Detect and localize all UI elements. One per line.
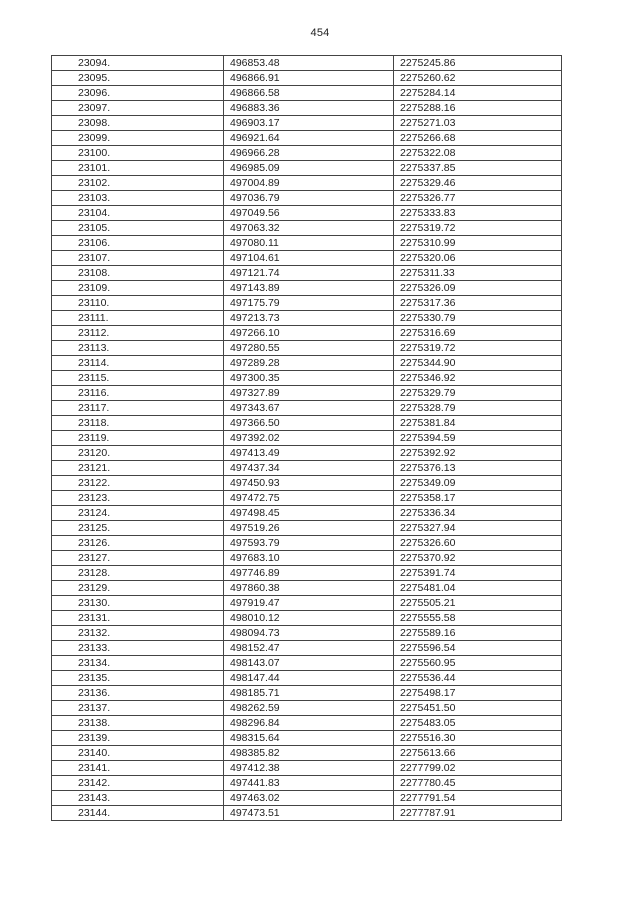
y-coordinate-cell: 2275245.86 [394, 56, 562, 71]
point-id-cell: 23116. [52, 386, 224, 401]
table-row [52, 476, 562, 491]
table-row [52, 551, 562, 566]
point-id-cell: 23126. [52, 536, 224, 551]
x-coordinate-cell: 497213.73 [224, 311, 394, 326]
table-row [52, 446, 562, 461]
table-row [52, 521, 562, 536]
point-id-cell: 23106. [52, 236, 224, 251]
y-coordinate-cell: 2275555.58 [394, 611, 562, 626]
table-row [52, 416, 562, 431]
point-id-cell: 23104. [52, 206, 224, 221]
y-coordinate-cell: 2275505.21 [394, 596, 562, 611]
point-id-cell: 23112. [52, 326, 224, 341]
y-coordinate-cell: 2275329.79 [394, 386, 562, 401]
point-id-cell: 23137. [52, 701, 224, 716]
x-coordinate-cell: 496883.36 [224, 101, 394, 116]
y-coordinate-cell: 2275329.46 [394, 176, 562, 191]
x-coordinate-cell: 497472.75 [224, 491, 394, 506]
y-coordinate-cell: 2275322.08 [394, 146, 562, 161]
x-coordinate-cell: 497683.10 [224, 551, 394, 566]
page-number: 454 [310, 27, 330, 39]
point-id-cell: 23141. [52, 761, 224, 776]
x-coordinate-cell: 497049.56 [224, 206, 394, 221]
x-coordinate-cell: 497473.51 [224, 806, 394, 821]
y-coordinate-cell: 2275284.14 [394, 86, 562, 101]
point-id-cell: 23135. [52, 671, 224, 686]
y-coordinate-cell: 2275451.50 [394, 701, 562, 716]
table-row [52, 716, 562, 731]
x-coordinate-cell: 498262.59 [224, 701, 394, 716]
x-coordinate-cell: 496853.48 [224, 56, 394, 71]
table-row [52, 371, 562, 386]
y-coordinate-cell: 2277799.02 [394, 761, 562, 776]
table-row [52, 701, 562, 716]
x-coordinate-cell: 497300.35 [224, 371, 394, 386]
x-coordinate-cell: 497080.11 [224, 236, 394, 251]
x-coordinate-cell: 498010.12 [224, 611, 394, 626]
point-id-cell: 23099. [52, 131, 224, 146]
y-coordinate-cell: 2275394.59 [394, 431, 562, 446]
y-coordinate-cell: 2275483.05 [394, 716, 562, 731]
table-row [52, 56, 562, 71]
x-coordinate-cell: 497175.79 [224, 296, 394, 311]
x-coordinate-cell: 497289.28 [224, 356, 394, 371]
table-row [52, 641, 562, 656]
y-coordinate-cell: 2275589.16 [394, 626, 562, 641]
x-coordinate-cell: 497104.61 [224, 251, 394, 266]
x-coordinate-cell: 498143.07 [224, 656, 394, 671]
point-id-cell: 23127. [52, 551, 224, 566]
point-id-cell: 23115. [52, 371, 224, 386]
x-coordinate-cell: 498152.47 [224, 641, 394, 656]
point-id-cell: 23098. [52, 116, 224, 131]
point-id-cell: 23108. [52, 266, 224, 281]
y-coordinate-cell: 2275327.94 [394, 521, 562, 536]
y-coordinate-cell: 2275358.17 [394, 491, 562, 506]
point-id-cell: 23118. [52, 416, 224, 431]
table-row [52, 191, 562, 206]
x-coordinate-cell: 498147.44 [224, 671, 394, 686]
point-id-cell: 23129. [52, 581, 224, 596]
point-id-cell: 23121. [52, 461, 224, 476]
y-coordinate-cell: 2275328.79 [394, 401, 562, 416]
y-coordinate-cell: 2275349.09 [394, 476, 562, 491]
x-coordinate-cell: 497063.32 [224, 221, 394, 236]
point-id-cell: 23142. [52, 776, 224, 791]
table-row [52, 176, 562, 191]
point-id-cell: 23128. [52, 566, 224, 581]
table-row [52, 251, 562, 266]
y-coordinate-cell: 2277791.54 [394, 791, 562, 806]
table-row [52, 356, 562, 371]
y-coordinate-cell: 2275481.04 [394, 581, 562, 596]
table-row [52, 86, 562, 101]
y-coordinate-cell: 2275498.17 [394, 686, 562, 701]
table-row [52, 341, 562, 356]
y-coordinate-cell: 2275337.85 [394, 161, 562, 176]
table-row [52, 161, 562, 176]
table-row [52, 536, 562, 551]
table-row [52, 686, 562, 701]
x-coordinate-cell: 496866.91 [224, 71, 394, 86]
y-coordinate-cell: 2275326.77 [394, 191, 562, 206]
x-coordinate-cell: 497463.02 [224, 791, 394, 806]
x-coordinate-cell: 497366.50 [224, 416, 394, 431]
y-coordinate-cell: 2277787.91 [394, 806, 562, 821]
y-coordinate-cell: 2275370.92 [394, 551, 562, 566]
table-row [52, 581, 562, 596]
x-coordinate-cell: 497036.79 [224, 191, 394, 206]
x-coordinate-cell: 497004.89 [224, 176, 394, 191]
point-id-cell: 23097. [52, 101, 224, 116]
x-coordinate-cell: 497919.47 [224, 596, 394, 611]
table-row [52, 101, 562, 116]
table-row [52, 746, 562, 761]
table-row [52, 206, 562, 221]
x-coordinate-cell: 497280.55 [224, 341, 394, 356]
table-row [52, 626, 562, 641]
y-coordinate-cell: 2275376.13 [394, 461, 562, 476]
table-row [52, 131, 562, 146]
table-row [52, 386, 562, 401]
point-id-cell: 23131. [52, 611, 224, 626]
y-coordinate-cell: 2275333.83 [394, 206, 562, 221]
x-coordinate-cell: 497143.89 [224, 281, 394, 296]
table-row [52, 116, 562, 131]
table-row [52, 656, 562, 671]
table-row [52, 266, 562, 281]
x-coordinate-cell: 497437.34 [224, 461, 394, 476]
point-id-cell: 23125. [52, 521, 224, 536]
table-row [52, 236, 562, 251]
point-id-cell: 23123. [52, 491, 224, 506]
x-coordinate-cell: 497498.45 [224, 506, 394, 521]
table-row [52, 431, 562, 446]
y-coordinate-cell: 2275326.09 [394, 281, 562, 296]
point-id-cell: 23101. [52, 161, 224, 176]
point-id-cell: 23107. [52, 251, 224, 266]
table-row [52, 296, 562, 311]
x-coordinate-cell: 497519.26 [224, 521, 394, 536]
table-row [52, 281, 562, 296]
x-coordinate-cell: 498296.84 [224, 716, 394, 731]
table-row [52, 776, 562, 791]
x-coordinate-cell: 497412.38 [224, 761, 394, 776]
x-coordinate-cell: 498094.73 [224, 626, 394, 641]
x-coordinate-cell: 497441.83 [224, 776, 394, 791]
x-coordinate-cell: 496985.09 [224, 161, 394, 176]
table-row [52, 566, 562, 581]
table-row [52, 311, 562, 326]
y-coordinate-cell: 2275317.36 [394, 296, 562, 311]
table-row [52, 806, 562, 821]
x-coordinate-cell: 497860.38 [224, 581, 394, 596]
point-id-cell: 23136. [52, 686, 224, 701]
point-id-cell: 23114. [52, 356, 224, 371]
table-row [52, 401, 562, 416]
point-id-cell: 23138. [52, 716, 224, 731]
point-id-cell: 23124. [52, 506, 224, 521]
coordinates-table [51, 55, 562, 821]
x-coordinate-cell: 496866.58 [224, 86, 394, 101]
table-row [52, 221, 562, 236]
y-coordinate-cell: 2275516.30 [394, 731, 562, 746]
x-coordinate-cell: 497343.67 [224, 401, 394, 416]
y-coordinate-cell: 2275596.54 [394, 641, 562, 656]
point-id-cell: 23109. [52, 281, 224, 296]
table-row [52, 326, 562, 341]
table-row [52, 611, 562, 626]
y-coordinate-cell: 2275320.06 [394, 251, 562, 266]
y-coordinate-cell: 2275344.90 [394, 356, 562, 371]
point-id-cell: 23095. [52, 71, 224, 86]
y-coordinate-cell: 2275319.72 [394, 341, 562, 356]
point-id-cell: 23133. [52, 641, 224, 656]
y-coordinate-cell: 2275560.95 [394, 656, 562, 671]
point-id-cell: 23120. [52, 446, 224, 461]
point-id-cell: 23100. [52, 146, 224, 161]
y-coordinate-cell: 2275381.84 [394, 416, 562, 431]
point-id-cell: 23143. [52, 791, 224, 806]
coordinates-table-body [52, 56, 562, 821]
x-coordinate-cell: 497266.10 [224, 326, 394, 341]
table-row [52, 146, 562, 161]
point-id-cell: 23094. [52, 56, 224, 71]
x-coordinate-cell: 498315.64 [224, 731, 394, 746]
point-id-cell: 23122. [52, 476, 224, 491]
y-coordinate-cell: 2275536.44 [394, 671, 562, 686]
y-coordinate-cell: 2275310.99 [394, 236, 562, 251]
y-coordinate-cell: 2275266.68 [394, 131, 562, 146]
point-id-cell: 23103. [52, 191, 224, 206]
y-coordinate-cell: 2275260.62 [394, 71, 562, 86]
point-id-cell: 23130. [52, 596, 224, 611]
y-coordinate-cell: 2275391.74 [394, 566, 562, 581]
table-row [52, 596, 562, 611]
y-coordinate-cell: 2275613.66 [394, 746, 562, 761]
y-coordinate-cell: 2275326.60 [394, 536, 562, 551]
x-coordinate-cell: 496966.28 [224, 146, 394, 161]
x-coordinate-cell: 497593.79 [224, 536, 394, 551]
table-row [52, 71, 562, 86]
x-coordinate-cell: 496903.17 [224, 116, 394, 131]
point-id-cell: 23140. [52, 746, 224, 761]
point-id-cell: 23110. [52, 296, 224, 311]
y-coordinate-cell: 2275392.92 [394, 446, 562, 461]
y-coordinate-cell: 2275311.33 [394, 266, 562, 281]
y-coordinate-cell: 2275330.79 [394, 311, 562, 326]
point-id-cell: 23111. [52, 311, 224, 326]
y-coordinate-cell: 2275288.16 [394, 101, 562, 116]
point-id-cell: 23144. [52, 806, 224, 821]
table-row [52, 791, 562, 806]
x-coordinate-cell: 497450.93 [224, 476, 394, 491]
x-coordinate-cell: 498385.82 [224, 746, 394, 761]
point-id-cell: 23102. [52, 176, 224, 191]
table-row [52, 506, 562, 521]
point-id-cell: 23139. [52, 731, 224, 746]
point-id-cell: 23132. [52, 626, 224, 641]
table-row [52, 731, 562, 746]
x-coordinate-cell: 497392.02 [224, 431, 394, 446]
table-row [52, 671, 562, 686]
point-id-cell: 23134. [52, 656, 224, 671]
x-coordinate-cell: 497413.49 [224, 446, 394, 461]
y-coordinate-cell: 2275336.34 [394, 506, 562, 521]
y-coordinate-cell: 2275346.92 [394, 371, 562, 386]
point-id-cell: 23119. [52, 431, 224, 446]
x-coordinate-cell: 497746.89 [224, 566, 394, 581]
table-row [52, 761, 562, 776]
y-coordinate-cell: 2275316.69 [394, 326, 562, 341]
x-coordinate-cell: 496921.64 [224, 131, 394, 146]
table-row [52, 491, 562, 506]
y-coordinate-cell: 2275271.03 [394, 116, 562, 131]
x-coordinate-cell: 498185.71 [224, 686, 394, 701]
y-coordinate-cell: 2277780.45 [394, 776, 562, 791]
table-row [52, 461, 562, 476]
point-id-cell: 23096. [52, 86, 224, 101]
y-coordinate-cell: 2275319.72 [394, 221, 562, 236]
x-coordinate-cell: 497327.89 [224, 386, 394, 401]
point-id-cell: 23105. [52, 221, 224, 236]
point-id-cell: 23117. [52, 401, 224, 416]
point-id-cell: 23113. [52, 341, 224, 356]
x-coordinate-cell: 497121.74 [224, 266, 394, 281]
